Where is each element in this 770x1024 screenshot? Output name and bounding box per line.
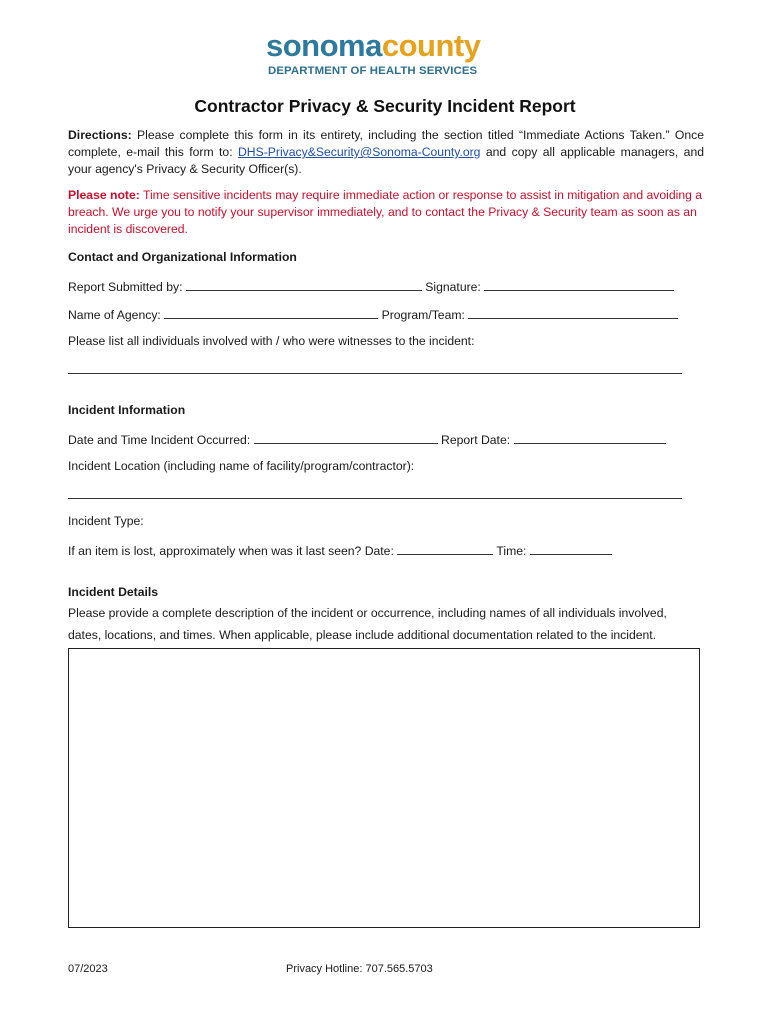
privacy-email-link[interactable]: DHS-Privacy&Security@Sonoma-County.org <box>238 145 481 159</box>
incident-type-label: Incident Type: <box>68 514 144 528</box>
submitted-by-field[interactable] <box>186 278 422 291</box>
lost-item-row <box>68 542 612 558</box>
agency-field[interactable] <box>164 306 378 319</box>
signature-field[interactable] <box>484 278 674 291</box>
submitted-by-label: Report Submitted by: <box>68 280 183 294</box>
incident-description-textbox[interactable] <box>68 648 700 928</box>
date-time-label: Date and Time Incident Occurred: <box>68 433 251 447</box>
signature-label: Signature: <box>425 280 481 294</box>
lost-time-label: Time: <box>496 544 527 558</box>
agency-label: Name of Agency: <box>68 308 161 322</box>
directions-label: Directions: <box>68 128 132 142</box>
details-instructions-line2: dates, locations, and times. When applicable, please include additional documentation related to the incident. <box>68 628 657 642</box>
directions-text-after: and copy all applicable managers, and your agency's Privacy & Security Officer(s). <box>68 145 705 176</box>
date-time-row <box>68 431 666 447</box>
revision-date: 07/2023 <box>68 963 108 975</box>
lost-date-label: Date: <box>364 544 394 558</box>
directions-paragraph <box>68 127 704 178</box>
individuals-field[interactable] <box>68 373 682 374</box>
note-text: Time sensitive incidents may require immediate action or response to assist in mitigation and avoiding a breach. We urge you to notify your supervisor immediately, and to contact the Privacy & Security team as soon as an incident is discovered. <box>68 188 703 236</box>
note-label: Please note: <box>68 188 140 202</box>
directions-text: Please complete this form in its entirety, including the section titled “Immediate Actions Taken.” Once complete, e-mail this form to: <box>68 128 704 159</box>
program-label: Program/Team: <box>381 308 465 322</box>
logo-subtitle: DEPARTMENT OF HEALTH SERVICES <box>268 65 478 77</box>
location-label: Incident Location (including name of facility/program/contractor): <box>68 459 415 473</box>
submitted-by-row <box>68 278 674 294</box>
agency-row <box>68 306 678 322</box>
report-date-label: Report Date: <box>441 433 511 447</box>
details-instructions-line1: Please provide a complete description of the incident or occurrence, including names of all individuals involved, <box>68 606 667 620</box>
lost-date-field[interactable] <box>397 542 493 555</box>
report-date-field[interactable] <box>514 431 666 444</box>
incident-info-heading: Incident Information <box>68 403 186 417</box>
form-title: Contractor Privacy & Security Incident Report <box>194 96 576 116</box>
location-field[interactable] <box>68 498 682 499</box>
sonoma-county-logo <box>266 28 481 81</box>
privacy-hotline: Privacy Hotline: 707.565.5703 <box>286 963 433 975</box>
date-time-field[interactable] <box>254 431 438 444</box>
individuals-label: Please list all individuals involved with / who were witnesses to the incident: <box>68 334 475 348</box>
lost-item-label: If an item is lost, approximately when was it last seen? <box>68 544 362 558</box>
lost-time-field[interactable] <box>530 542 612 555</box>
program-field[interactable] <box>468 306 678 319</box>
note-paragraph <box>68 187 704 238</box>
contact-section-heading: Contact and Organizational Information <box>68 250 297 264</box>
logo-wordmark: sonomacounty <box>266 28 481 63</box>
incident-details-heading: Incident Details <box>68 585 159 599</box>
